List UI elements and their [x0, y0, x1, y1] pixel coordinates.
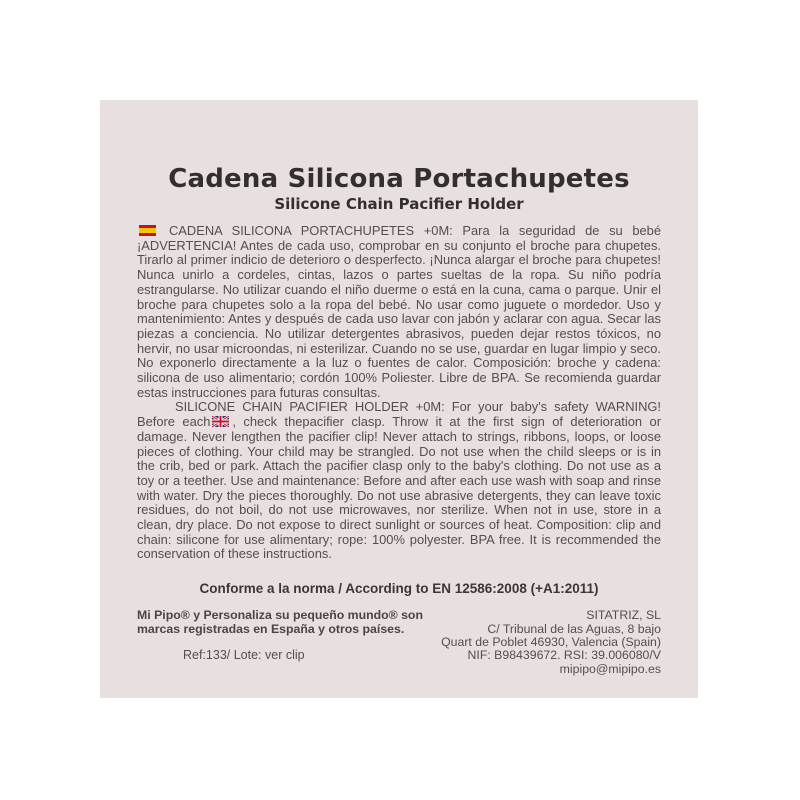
- company-address-street: C/ Tribunal de las Aguas, 8 bajo: [487, 621, 661, 636]
- english-instructions-text-before-flag: SILICONE CHAIN PACIFIER HOLDER +0M: For your baby's safety WARNING! Before each: [137, 399, 661, 430]
- company-address-city: Quart de Poblet 46930, Valencia (Spain): [441, 634, 661, 649]
- product-label-card: [100, 100, 698, 698]
- english-instructions-paragraph: [137, 400, 661, 562]
- page-title: Cadena Silicona Portachupetes: [168, 164, 630, 194]
- spanish-instructions-text: CADENA SILICONA PORTACHUPETES +0M: Para la seguridad de su bebé ¡ADVERTENCIA! Antes de cada uso, comprobar en su conjunto el broche para chupetes. Tirarlo al primer indicio de deterioro o desperfecto. ¡Nunca alargar el broche para chupetes! Nunca unirlo a cordeles, cintas, lazos o partes sueltas de la ropa. Su niño podría estrangularse. No utilizar cuando el niño duerme o está en la cuna, cama o parque. Unir el broche para chupetes solo a la ropa del bebé. No usar como juguete o mordedor. Uso y mantenimiento: Antes y después de cada uso lavar con jabón y aclarar con agua. Secar las piezas a conciencia. No utilizar detergentes abrasivos, pueden dejar restos tóxicos, no hervir, no usar microondas, ni esterilizar. Cuando no se use, guardar en lugar limpio y seco. No exponerlo directamente a la luz o fuentes de calor. Composición: broche y cadena: silicona de uso alimentario; cordón 100% Poliester. Libre de BPA. Se recomienda guardar estas instrucciones para futuras consultas.: [137, 223, 661, 400]
- trademark-notice: Mi Pipo® y Personaliza su pequeño mundo® son marcas registradas en España y otros países.: [137, 608, 423, 636]
- company-address-block: [441, 609, 661, 676]
- company-email: mipipo@mipipo.es: [559, 661, 661, 676]
- ref-lot-line: Ref:133/ Lote: ver clip: [183, 647, 305, 662]
- spanish-instructions-paragraph: [137, 224, 661, 400]
- company-name: SITATRIZ, SL: [586, 608, 661, 623]
- footer-left-column: [137, 609, 437, 676]
- page-subtitle: Silicone Chain Pacifier Holder: [274, 195, 524, 213]
- english-instructions-text-after-flag: , check thepacifier clasp. Throw it at the first sign of deterioration or damage. Never lengthen the pacifier clip! Never attach to strings, ribbons, loops, or loose pieces of clothing. Your child may be strangled. Do not use when the child sleeps or is in the crib, bed or park. Attach the pacifier clasp only to the baby's clothing. Do not use as a toy or a teether. Use and maintenance: Before and after each use wash with soap and rinse with water. Dry the pieces thoroughly. Do not use abrasive detergents, they can leave toxic residues, do not boil, do not use microwaves, nor sterilize. When not in use, store in a clean, dry place. Do not expose to direct sunlight or sources of heat. Composition: clip and chain: silicone for use alimentary; rope: 100% polyester. BPA free. It is recommended the conservation of these instructions.: [137, 414, 661, 562]
- company-tax-ids: NIF: B98439672. RSI: 39.006080/V: [467, 648, 661, 663]
- uk-flag-icon: [212, 416, 229, 427]
- compliance-standard-line: Conforme a la norma / According to EN 12586:2008 (+A1:2011): [199, 581, 599, 597]
- footer-section: [137, 609, 661, 676]
- instructions-text: [137, 224, 661, 562]
- spain-flag-icon: [139, 225, 156, 236]
